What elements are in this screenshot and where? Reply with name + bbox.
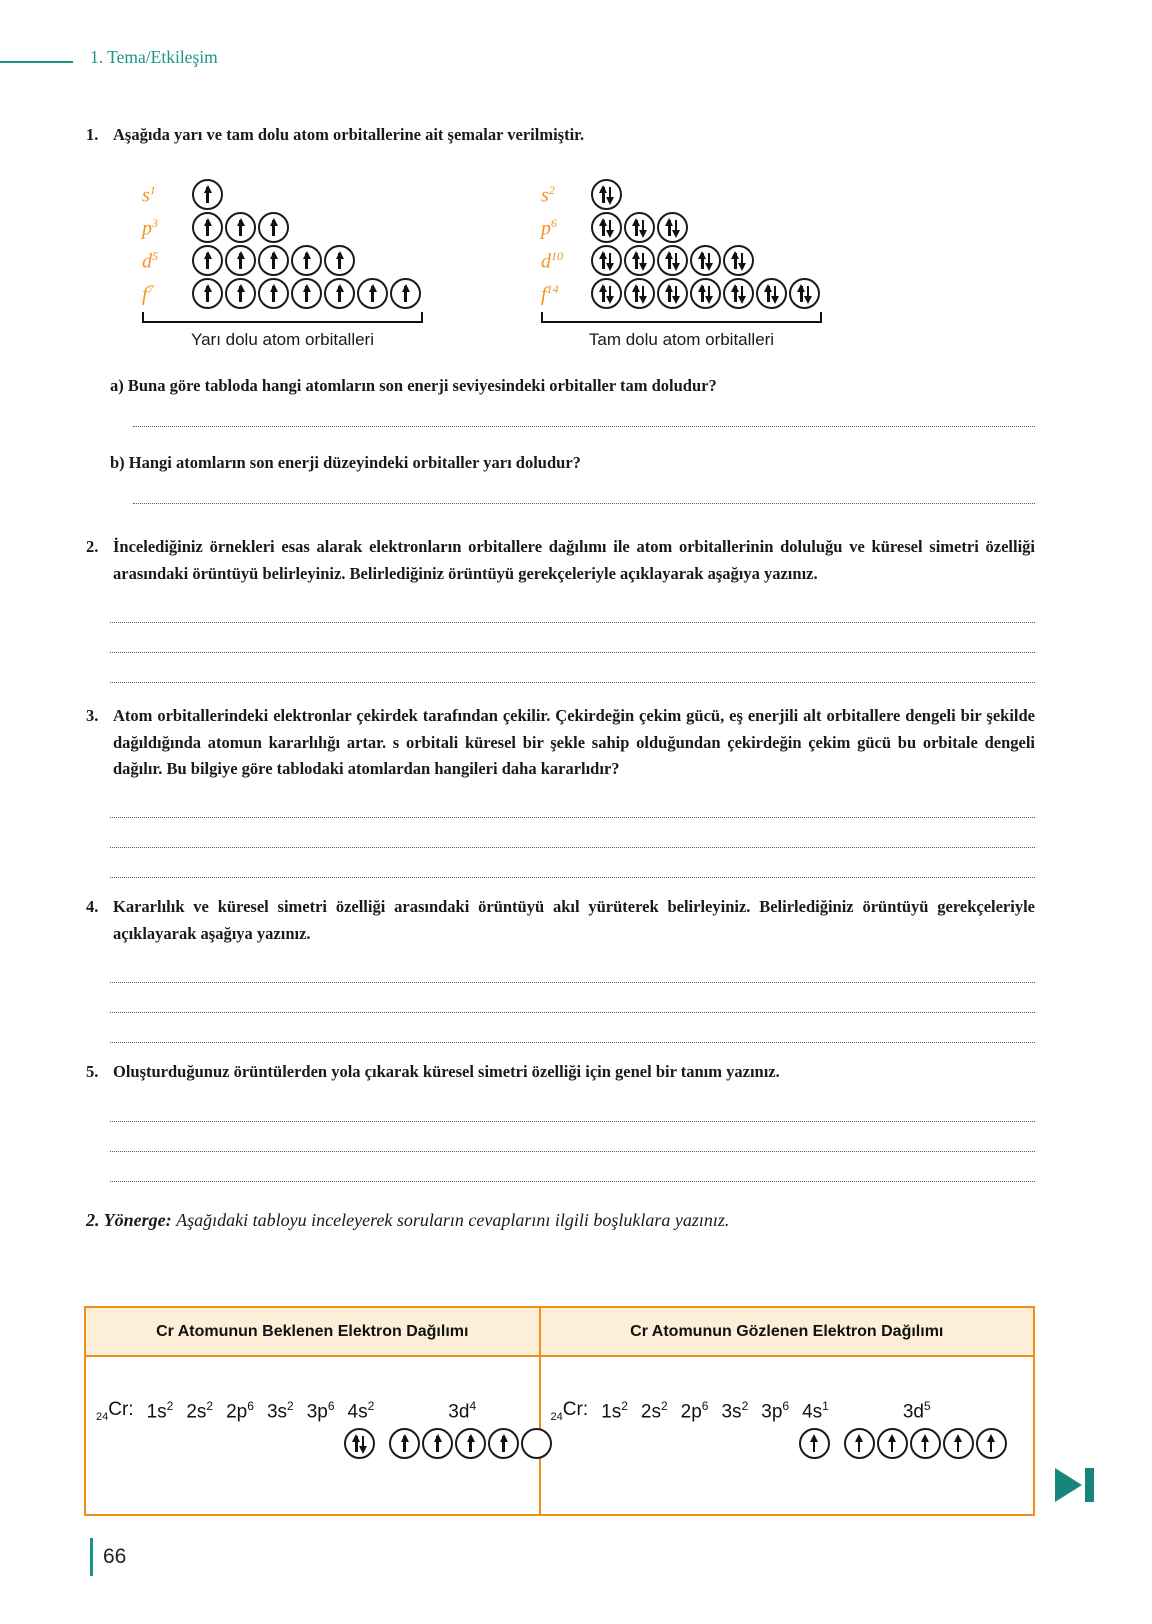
orbital-circle <box>422 1428 453 1459</box>
table-body-row <box>86 1357 1033 1514</box>
answer-line[interactable] <box>110 848 1035 878</box>
orbital-boxes <box>551 1428 1027 1459</box>
sub-question-a-text: Buna göre tabloda hangi atomların son enerji seviyesindeki orbitaller tam doludur? <box>127 376 717 396</box>
answer-block <box>110 593 1035 683</box>
config-term: $2p^6$ <box>226 1399 254 1423</box>
answer-block <box>110 788 1035 878</box>
orbital-circle <box>258 278 289 309</box>
orbital-circle <box>344 1428 375 1459</box>
orbital-circle <box>455 1428 486 1459</box>
orbital-cells <box>591 245 756 276</box>
skip-forward-icon[interactable] <box>1055 1468 1094 1502</box>
config-term: $1s^2$ <box>601 1399 628 1423</box>
orbital-circle <box>877 1428 908 1459</box>
answer-line[interactable] <box>110 818 1035 848</box>
orbital-circle <box>624 245 655 276</box>
answer-line[interactable] <box>110 1013 1035 1043</box>
sub-question-b <box>110 453 1035 473</box>
orbital-cells <box>591 212 690 243</box>
config-term: $3s^2$ <box>721 1399 749 1423</box>
orbital-row <box>541 244 822 277</box>
orbital-circle <box>976 1428 1007 1459</box>
orbital-circle <box>225 245 256 276</box>
orbital-circle <box>390 278 421 309</box>
orbital-circle <box>756 278 787 309</box>
orbital-circle <box>357 278 388 309</box>
full-diagram <box>541 178 822 350</box>
orbital-cells <box>192 245 357 276</box>
answer-block <box>110 953 1035 1043</box>
orbital-circle <box>591 212 622 243</box>
orbital-boxes <box>96 1428 533 1459</box>
directive-label: 2. Yönerge: <box>86 1209 172 1230</box>
d-orbital-group <box>389 1428 554 1459</box>
element-symbol: $_{24}$Cr: <box>550 1399 589 1423</box>
subshell-label: $s^1$ <box>142 182 156 207</box>
orbital-row <box>142 244 423 277</box>
header-rule <box>0 61 73 63</box>
config-term: $1s^2$ <box>146 1399 174 1423</box>
half-full-caption: Yarı dolu atom orbitalleri <box>191 330 374 350</box>
subshell-label: $p^6$ <box>541 215 557 240</box>
orbital-circle <box>844 1428 875 1459</box>
question-5-text: Oluşturduğunuz örüntülerden yola çıkarak küresel simetri özelliği için genel bir tanım yazınız. <box>113 1062 780 1082</box>
question-5-number: 5. <box>86 1062 99 1082</box>
subshell-label: $p^3$ <box>142 215 158 240</box>
answer-line[interactable] <box>110 788 1035 818</box>
orbital-row <box>541 277 822 310</box>
orbital-circle <box>657 245 688 276</box>
subshell-label: $f^{14}$ <box>541 281 559 306</box>
d-orbital-group <box>844 1428 1009 1459</box>
orbital-cells <box>192 179 225 210</box>
answer-line[interactable] <box>110 1122 1035 1152</box>
orbital-circle <box>789 278 820 309</box>
orbital-circle <box>657 278 688 309</box>
electron-configuration <box>96 1399 533 1423</box>
question-4-number: 4. <box>86 897 99 917</box>
orbital-cells <box>591 179 624 210</box>
answer-line[interactable] <box>110 1152 1035 1182</box>
orbital-cells <box>192 278 423 309</box>
cr-electron-table <box>84 1306 1035 1516</box>
orbital-circle <box>192 179 223 210</box>
directive-text: Aşağıdaki tabloyu inceleyerek soruların cevaplarını ilgili boşluklara yazınız. <box>176 1209 730 1230</box>
answer-line[interactable] <box>133 503 1035 504</box>
question-2 <box>86 534 1035 587</box>
question-2-number: 2. <box>86 537 99 557</box>
config-term: $3p^6$ <box>306 1399 335 1423</box>
cell-expected-distribution <box>86 1357 541 1514</box>
orbital-circle <box>624 212 655 243</box>
config-term: $4s^1$ <box>802 1399 829 1423</box>
orbital-circle <box>591 278 622 309</box>
subshell-label: $s^2$ <box>541 182 555 207</box>
footer-rule <box>90 1538 93 1576</box>
table-header-row <box>86 1308 1033 1357</box>
config-term: $2p^6$ <box>680 1399 709 1423</box>
orbital-circle <box>591 179 622 210</box>
question-4-text: Kararlılık ve küresel simetri özelliği arasındaki örüntüyü akıl yürüterek belirleyiniz. Belirlediğiniz örüntüyü gerekçeleriyle açıklayarak aşağıya yazınız. <box>113 897 1035 943</box>
page-footer <box>90 1538 126 1576</box>
orbital-circle <box>723 245 754 276</box>
question-5 <box>86 1059 1035 1085</box>
answer-line[interactable] <box>110 953 1035 983</box>
question-1-number: 1. <box>86 125 99 144</box>
orbital-circle <box>624 278 655 309</box>
question-1-text: Aşağıda yarı ve tam dolu atom orbitallerine ait şemalar verilmiştir. <box>113 125 585 144</box>
config-term: $3p^6$ <box>761 1399 790 1423</box>
answer-block <box>110 1092 1035 1182</box>
orbital-circle <box>324 245 355 276</box>
content-column <box>86 108 1035 1231</box>
sub-question-a-label: a) <box>110 376 124 396</box>
orbital-circle <box>291 245 322 276</box>
sub-question-a <box>110 376 1035 396</box>
sub-question-b-text: Hangi atomların son enerji düzeyindeki orbitaller yarı doludur? <box>128 453 581 473</box>
orbital-circle <box>591 245 622 276</box>
config-term-d: $3d^5$ <box>902 1399 931 1423</box>
question-3-text: Atom orbitallerindeki elektronlar çekirdek tarafından çekilir. Çekirdeğin çekim gücü, eş enerjili alt orbitallere dengeli bir şekilde dağıldığında atomun kararlılığı artar. s orbitali küresel bir şekle sahip olduğundan çekirdeğin çekim gücü bu orbitale dengeli dağılır. Bu bilgiye göre tablodaki atomlardan hangileri daha kararlıdır? <box>113 706 1035 778</box>
half-full-diagram <box>142 178 423 350</box>
electron-configuration <box>551 1399 1027 1423</box>
orbital-row <box>142 277 423 310</box>
subshell-label: $d^5$ <box>142 248 158 273</box>
question-4 <box>86 894 1035 947</box>
orbital-diagrams <box>86 178 1035 350</box>
bracket-underline <box>142 312 423 323</box>
theme-header: 1. Tema/Etkileşim <box>90 47 218 67</box>
orbital-circle <box>910 1428 941 1459</box>
question-3-number: 3. <box>86 706 99 726</box>
orbital-row <box>142 211 423 244</box>
half-full-rows <box>142 178 423 310</box>
answer-line[interactable] <box>110 593 1035 623</box>
subshell-label: $f^7$ <box>142 281 154 306</box>
orbital-circle <box>192 278 223 309</box>
config-term: $2s^2$ <box>186 1399 214 1423</box>
config-term: $2s^2$ <box>640 1399 668 1423</box>
orbital-circle <box>690 245 721 276</box>
s-orbital-group <box>344 1428 377 1459</box>
header-expected: Cr Atomunun Beklenen Elektron Dağılımı <box>86 1308 541 1355</box>
orbital-circle <box>723 278 754 309</box>
orbital-cells <box>192 212 291 243</box>
orbital-circle <box>389 1428 420 1459</box>
full-caption: Tam dolu atom orbitalleri <box>588 330 775 350</box>
answer-line[interactable] <box>110 983 1035 1013</box>
config-term: $3s^2$ <box>266 1399 294 1423</box>
full-rows <box>541 178 822 310</box>
subshell-label: $d^{10}$ <box>541 248 563 273</box>
config-term-d: $3d^4$ <box>448 1399 477 1423</box>
directive-2 <box>86 1210 1035 1231</box>
orbital-row <box>142 178 423 211</box>
orbital-circle <box>225 278 256 309</box>
s-orbital-group <box>799 1428 832 1459</box>
orbital-circle <box>225 212 256 243</box>
orbital-cells <box>591 278 822 309</box>
question-3 <box>86 703 1035 782</box>
orbital-circle <box>258 212 289 243</box>
cell-observed-distribution <box>541 1357 1033 1514</box>
orbital-circle <box>799 1428 830 1459</box>
orbital-circle <box>690 278 721 309</box>
orbital-circle <box>192 245 223 276</box>
answer-line[interactable] <box>110 1092 1035 1122</box>
element-symbol: $_{24}$Cr: <box>96 1399 134 1423</box>
orbital-circle <box>291 278 322 309</box>
play-triangle <box>1055 1468 1082 1502</box>
orbital-row <box>541 178 822 211</box>
orbital-circle <box>657 212 688 243</box>
orbital-circle <box>324 278 355 309</box>
orbital-circle <box>943 1428 974 1459</box>
answer-line[interactable] <box>110 653 1035 683</box>
header-observed: Cr Atomunun Gözlenen Elektron Dağılımı <box>630 1322 944 1340</box>
page-number: 66 <box>103 1545 127 1568</box>
play-bar <box>1085 1468 1094 1502</box>
orbital-circle <box>488 1428 519 1459</box>
orbital-row <box>541 211 822 244</box>
question-2-text: İncelediğiniz örnekleri esas alarak elektronların orbitallere dağılımı ile atom orbitallerinin doluluğu ve küresel simetri özelliği arasındaki örüntüyü belirleyiniz. Belirlediğiniz örüntüyü gerekçeleriyle açıklayarak aşağıya yazınız. <box>113 537 1035 583</box>
answer-line[interactable] <box>110 623 1035 653</box>
orbital-circle <box>192 212 223 243</box>
sub-question-b-label: b) <box>110 453 125 473</box>
answer-line[interactable] <box>133 426 1035 427</box>
question-1 <box>86 122 1035 148</box>
config-term: $4s^2$ <box>347 1399 375 1423</box>
bracket-underline <box>541 312 822 323</box>
orbital-circle <box>258 245 289 276</box>
